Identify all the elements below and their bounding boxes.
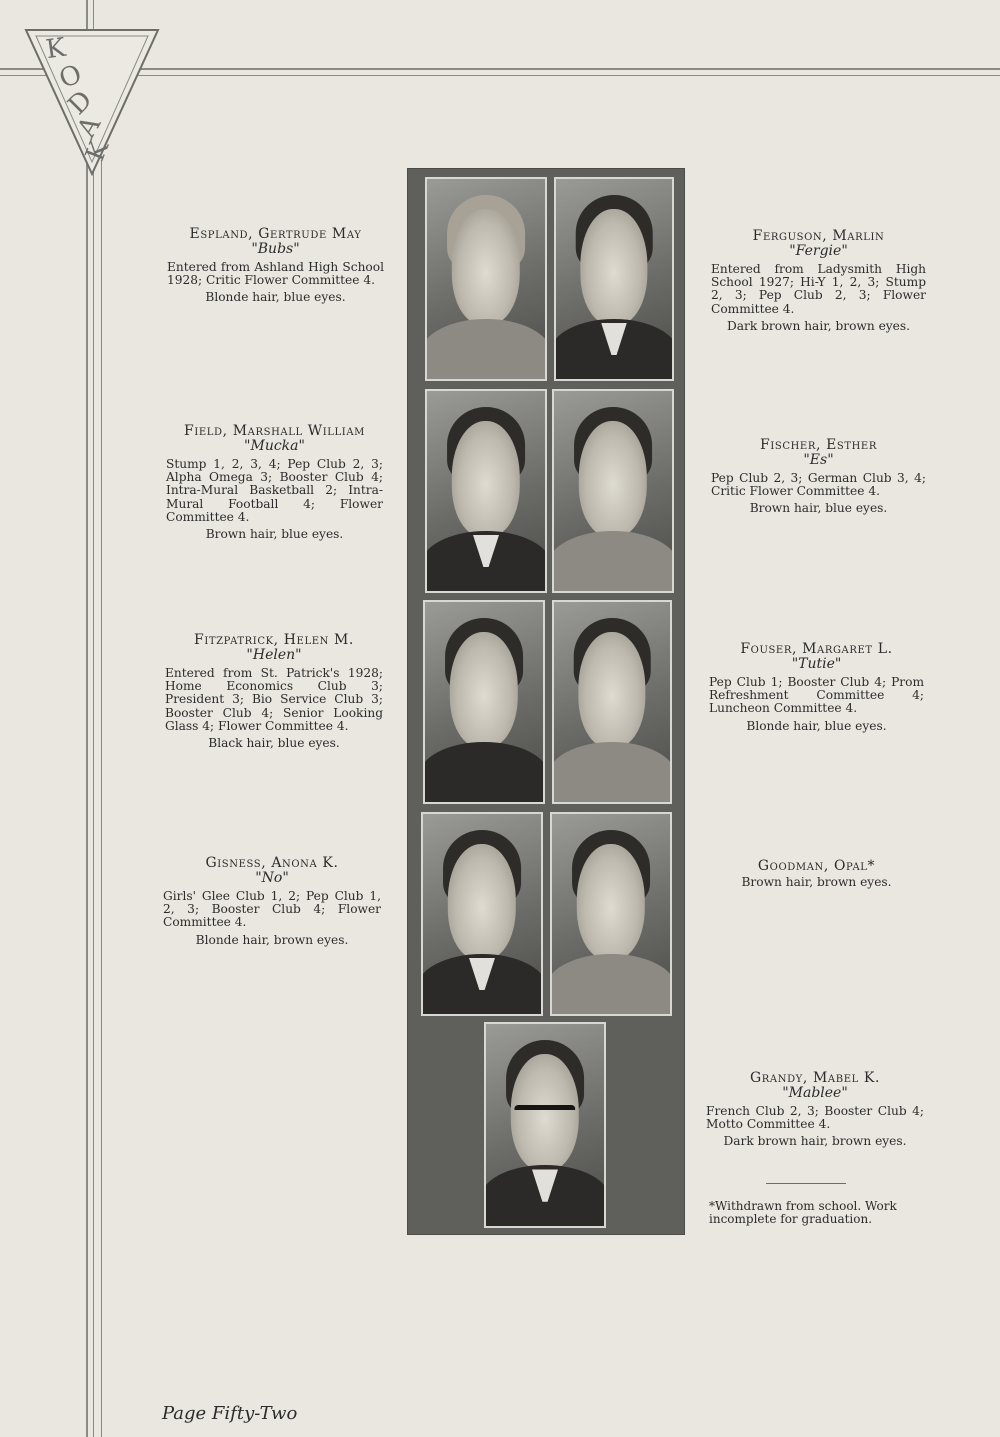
student-hair-eyes: Dark brown hair, brown eyes. xyxy=(726,318,911,333)
photo-espland xyxy=(425,177,547,381)
student-name: Fischer, Esther xyxy=(760,437,877,453)
student-nickname: "Fergie" xyxy=(789,243,848,259)
logo-letter-k: K xyxy=(44,32,68,66)
student-name: Grandy, Mabel K. xyxy=(749,1070,880,1086)
page-number: Page Fifty-Two xyxy=(162,1403,298,1424)
photo-field xyxy=(425,389,547,593)
bio-goodman xyxy=(709,858,924,889)
student-hair-eyes: Brown hair, blue eyes. xyxy=(749,501,888,516)
withdrawn-footnote: *Withdrawn from school. Work incomplete for graduation. xyxy=(709,1199,897,1227)
student-activities: French Club 2, 3; Booster Club 4; Motto Committee 4. xyxy=(706,1104,924,1132)
student-activities: Entered from Ashland High School 1928; Critic Flower Committee 4. xyxy=(167,260,384,288)
student-nickname: "Helen" xyxy=(246,647,302,663)
logo-letter-o: O xyxy=(55,59,87,95)
student-hair-eyes: Dark brown hair, brown eyes. xyxy=(723,1134,907,1149)
student-nickname: "Es" xyxy=(803,452,834,468)
student-nickname: "Tutie" xyxy=(791,656,842,672)
student-hair-eyes: Blonde hair, blue eyes. xyxy=(746,718,887,733)
student-hair-eyes: Black hair, blue eyes. xyxy=(208,736,340,751)
student-nickname: "Mablee" xyxy=(782,1085,848,1101)
photo-fouser xyxy=(552,600,672,804)
logo-letter-k2: K xyxy=(80,136,116,166)
bio-grandy xyxy=(706,1070,924,1149)
photo-ferguson xyxy=(554,177,674,381)
student-name: Fitzpatrick, Helen M. xyxy=(194,632,354,648)
student-name: Gisness, Anona K. xyxy=(205,855,339,871)
kodak-logo xyxy=(22,24,162,184)
logo-letter-a: A xyxy=(71,111,108,143)
logo-letter-d: D xyxy=(62,85,99,121)
photo-goodman xyxy=(550,812,672,1016)
student-activities: Pep Club 1; Booster Club 4; Prom Refreshment Committee 4; Luncheon Committee 4. xyxy=(709,675,924,716)
student-name: Goodman, Opal* xyxy=(757,858,876,874)
left-vertical-rule-2 xyxy=(93,0,94,1437)
student-nickname: "Mucka" xyxy=(244,438,305,454)
bio-ferguson xyxy=(711,228,926,333)
student-activities: Entered from Ladysmith High School 1927; Hi-Y 1, 2, 3; Stump 2, 3; Pep Club 2, 3; Flower Committee 4. xyxy=(711,262,926,316)
bio-field xyxy=(166,423,383,541)
student-name: Espland, Gertrude May xyxy=(189,226,362,242)
student-hair-eyes: Brown hair, blue eyes. xyxy=(205,527,344,542)
photo-fitzpatrick xyxy=(423,600,545,804)
left-vertical-rule xyxy=(86,0,88,1437)
photo-gisness xyxy=(421,812,543,1016)
student-name: Ferguson, Marlin xyxy=(752,228,885,244)
bio-fouser xyxy=(709,641,924,733)
student-activities: Girls' Glee Club 1, 2; Pep Club 1, 2, 3; Booster Club 4; Flower Committee 4. xyxy=(163,889,381,930)
student-hair-eyes: Blonde hair, blue eyes. xyxy=(205,290,346,305)
student-activities: Entered from St. Patrick's 1928; Home Economics Club 3; President 3; Bio Service Club 3; Booster Club 4; Senior Looking Glass 4; Flower Committee 4. xyxy=(165,666,383,733)
student-nickname: "Bubs" xyxy=(251,241,300,257)
student-nickname: "No" xyxy=(255,870,289,886)
student-hair-eyes: Brown hair, brown eyes. xyxy=(741,875,892,889)
photo-grandy xyxy=(484,1022,606,1228)
student-hair-eyes: Blonde hair, brown eyes. xyxy=(195,932,349,947)
bio-espland xyxy=(167,226,384,305)
student-activities: Stump 1, 2, 3, 4; Pep Club 2, 3; Alpha Omega 3; Booster Club 4; Intra-Mural Basketball 2; Intra-Mural Football 4; Flower Committee 4. xyxy=(166,457,383,524)
photo-fischer xyxy=(552,389,674,593)
bio-fischer xyxy=(711,437,926,516)
bio-gisness xyxy=(163,855,381,947)
bio-fitzpatrick xyxy=(165,632,383,750)
student-name: Fouser, Margaret L. xyxy=(740,641,893,657)
footnote-divider xyxy=(766,1183,846,1184)
student-name: Field, Marshall William xyxy=(184,423,365,439)
student-activities: Pep Club 2, 3; German Club 3, 4; Critic Flower Committee 4. xyxy=(711,471,926,499)
left-vertical-rule-3 xyxy=(101,160,102,1437)
